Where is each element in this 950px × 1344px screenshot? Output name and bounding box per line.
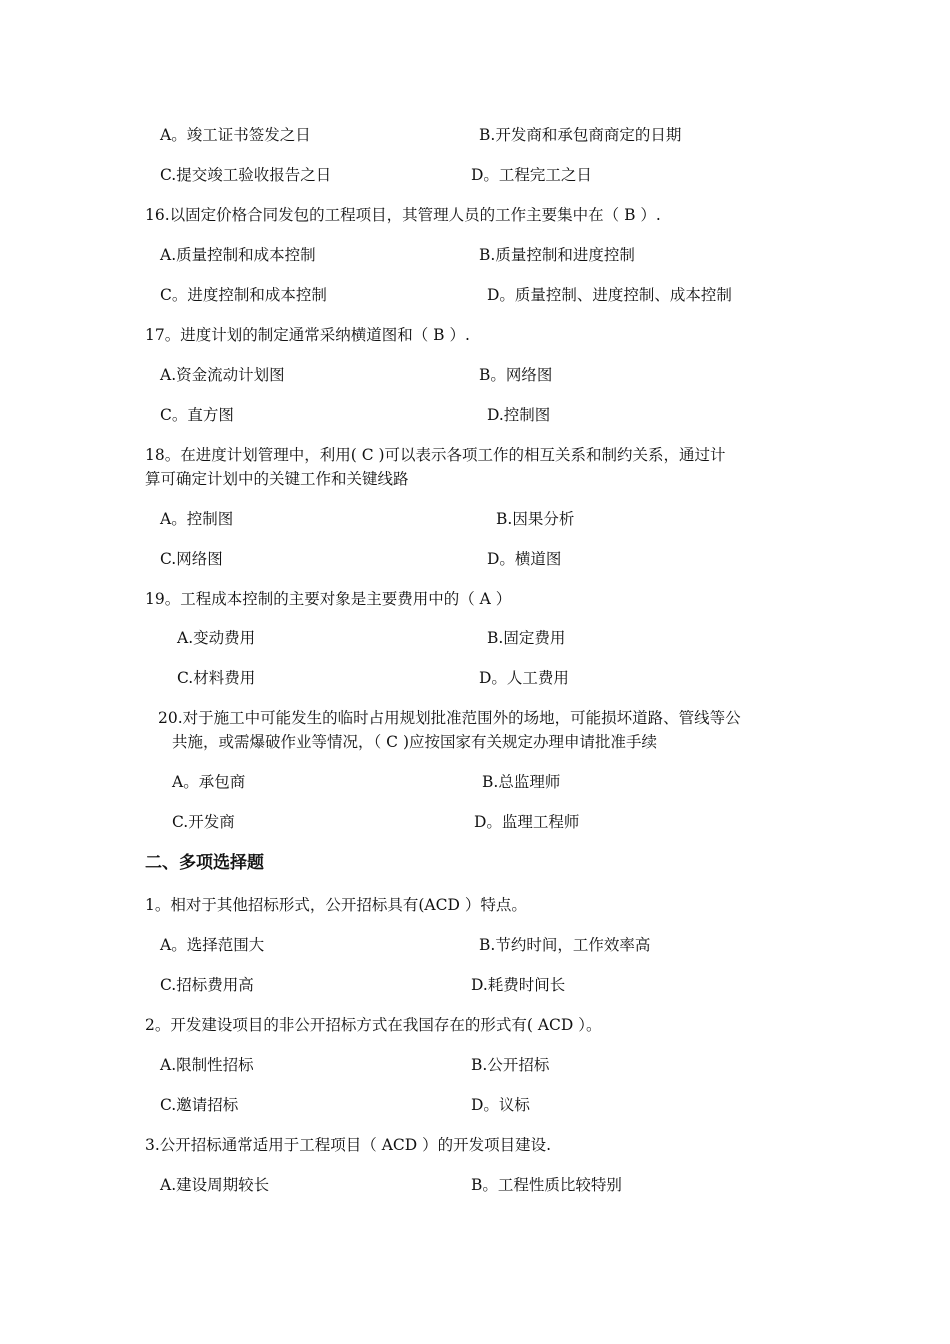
- q17-stem: 17。进度计划的制定通常采纳横道图和（ B ）.: [145, 326, 470, 344]
- q18-option-a: A。控制图: [160, 510, 234, 528]
- m3-option-a: A.建设周期较长: [160, 1176, 270, 1194]
- q15-option-c: C.提交竣工验收报告之日: [160, 166, 332, 184]
- q16-option-a: A.质量控制和成本控制: [160, 246, 316, 264]
- q19-stem: 19。工程成本控制的主要对象是主要费用中的（ A ）: [145, 590, 512, 608]
- q15-option-b: B.开发商和承包商商定的日期: [479, 126, 682, 144]
- m1-option-b: B.节约时间，工作效率高: [479, 936, 651, 954]
- q18-stem-line2: 算可确定计划中的关键工作和关键线路: [145, 470, 409, 488]
- q19-option-b: B.固定费用: [487, 629, 566, 647]
- q17-option-c: C。直方图: [160, 406, 234, 424]
- q16-option-b: B.质量控制和进度控制: [479, 246, 635, 264]
- q20-stem-line2: 共施，或需爆破作业等情况，（ C )应按国家有关规定办理申请批准手续: [172, 733, 658, 751]
- m1-option-a: A。选择范围大: [160, 936, 265, 954]
- q16-stem: 16.以固定价格合同发包的工程项目，其管理人员的工作主要集中在（ B ）.: [145, 206, 661, 224]
- q19-option-d: D。人工费用: [479, 669, 569, 687]
- q20-option-b: B.总监理师: [482, 773, 561, 791]
- m2-stem: 2。开发建设项目的非公开招标方式在我国存在的形式有( ACD ）。: [145, 1016, 602, 1034]
- q16-option-d: D。质量控制、进度控制、成本控制: [487, 286, 732, 304]
- q18-option-c: C.网络图: [160, 550, 223, 568]
- q20-option-a: A。承包商: [172, 773, 246, 791]
- q15-option-d: D。工程完工之日: [471, 166, 592, 184]
- q17-option-b: B。网络图: [479, 366, 553, 384]
- m2-option-b: B.公开招标: [471, 1056, 550, 1074]
- m2-option-d: D。议标: [471, 1096, 530, 1114]
- q20-option-c: C.开发商: [172, 813, 235, 831]
- m1-option-d: D.耗费时间长: [471, 976, 566, 994]
- m1-stem: 1。相对于其他招标形式，公开招标具有(ACD ）特点。: [145, 896, 527, 914]
- section-heading: 二、多项选择题: [145, 853, 264, 873]
- q19-option-c: C.材料费用: [177, 669, 256, 687]
- q17-option-a: A.资金流动计划图: [160, 366, 285, 384]
- q20-stem-line1: 20.对于施工中可能发生的临时占用规划批准范围外的场地，可能损坏道路、管线等公: [158, 709, 741, 727]
- m3-option-b: B。工程性质比较特别: [471, 1176, 622, 1194]
- q18-option-d: D。横道图: [487, 550, 562, 568]
- q20-option-d: D。监理工程师: [474, 813, 580, 831]
- q15-option-a: A。竣工证书签发之日: [160, 126, 311, 144]
- m1-option-c: C.招标费用高: [160, 976, 254, 994]
- q17-option-d: D.控制图: [487, 406, 551, 424]
- q19-option-a: A.变动费用: [177, 629, 256, 647]
- q16-option-c: C。进度控制和成本控制: [160, 286, 327, 304]
- m2-option-a: A.限制性招标: [160, 1056, 254, 1074]
- q18-option-b: B.因果分析: [496, 510, 575, 528]
- m2-option-c: C.邀请招标: [160, 1096, 239, 1114]
- q18-stem-line1: 18。在进度计划管理中，利用( C )可以表示各项工作的相互关系和制约关系，通过计: [145, 446, 726, 464]
- m3-stem: 3.公开招标通常适用于工程项目（ ACD ）的开发项目建设.: [145, 1136, 552, 1154]
